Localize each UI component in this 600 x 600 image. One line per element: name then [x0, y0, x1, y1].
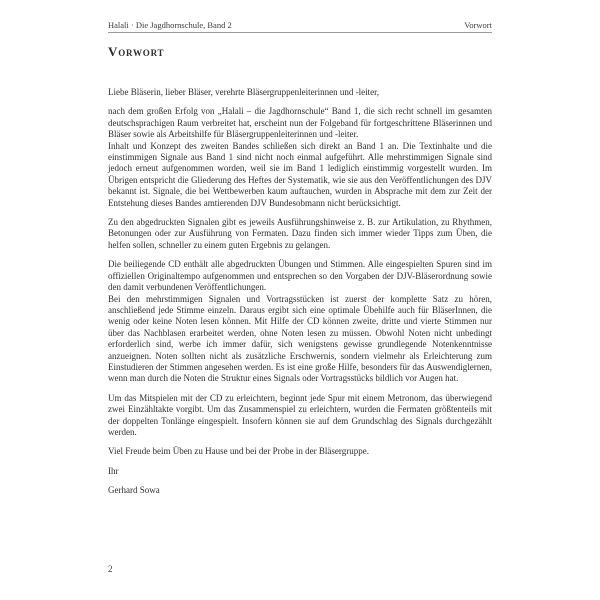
paragraph: Die beiliegende CD enthält alle abgedruckten Übungen und Stimmen. Alle eingespielten Spuren sind im offiziellen Originaltempo aufgenommen und entsprechen so den Vorgaben der DJV-Bläserordnung sowie den damit verbundenen Veröffentlichungen. [108, 259, 492, 293]
text-block [108, 20, 492, 497]
author-name: Gerhard Sowa [108, 485, 160, 496]
closing-line: Viel Freude beim Üben zu Hause und bei der Probe in der Bläsergruppe. [108, 446, 369, 457]
running-header [108, 20, 492, 33]
signoff: Ihr [108, 465, 119, 476]
running-header-chapter: Vorwort [464, 20, 492, 30]
salutation-line: Liebe Bläserin, lieber Bläser, verehrte Bläsergruppenleiterinnen und -leiter, [108, 87, 380, 97]
page-number: 2 [108, 564, 113, 574]
paragraph: Um das Mitspielen mit der CD zu erleichtern, beginnt jede Spur mit einem Metronom, das überwiegend zwei Einzähltakte vorgibt. Um das Zusammenspiel zu erleichtern, wurden die Fermaten größtenteils mit der doppelten Tonlänge eingespielt. Insofern können sie auf dem Grundschlag des Signals durchgezählt werden. [108, 392, 492, 437]
page-title: Vorwort [108, 44, 165, 59]
paragraph: Bei den mehrstimmigen Signalen und Vortragsstücken ist zuerst der komplette Satz zu hören, anschließend jede Stimme einzeln. Daraus ergibt sich eine optimale Übehilfe auch für BläserInnen, die wenig oder keine Noten lesen können. Mit Hilfe der CD können zweite, dritte und vierte Stimmen nur über das Nachblasen erarbeitet werden, ohne Noten lesen zu müssen. Obwohl Noten nicht unbedingt erforderlich sind, werbe ich immer dafür, sich wenigstens gewisse grundlegende Notenkenntnisse anzueignen. Noten sollten nicht als zusätzliche Erschwernis, sondern vielmehr als Erleichterung zum Einstudieren der Stimmen angesehen werden. Es ist eine große Hilfe, besonders für das Auswendiglernen, wenn man durch die Noten die Struktur eines Signals oder Vortragsstücks bildlich vor Augen hat. [108, 293, 492, 384]
paragraph: Inhalt und Konzept des zweiten Bandes schließen sich direkt an Band 1 an. Die Textinhalte und die einstimmigen Signale aus Band 1 sind nicht noch einmal aufgeführt. Alle mehrstimmigen Signale sind jedoch erneut aufgenommen worden, weil sie im Band 1 lediglich einstimmig vorgestellt wurden. Im Übrigen entspricht die Gliederung des Heftes der Systematik, wie sie aus den Veröffentlichungen des DJV bekannt ist. Signale, die bei Wettbewerben kaum auftauchen, wurden in Absprache mit dem zur Zeit der Entstehung dieses Bandes amtierenden DJV Bundesobmann nicht berücksichtigt. [108, 140, 492, 208]
paragraph: Zu den abgedruckten Signalen gibt es jeweils Ausführungshinweise z. B. zur Artikulation, zu Rhythmen, Betonungen oder zur Ausführung von Fermaten. Dazu finden sich immer wieder Tipps zum Üben, die helfen sollen, schneller zu einem guten Ergebnis zu gelangen. [108, 217, 492, 250]
paragraph: nach dem großen Erfolg von „Halali – die Jagdhornschule“ Band 1, die sich recht schnell im gesamten deutschsprachigen Raum verbreitet hat, erscheint nun der Folgeband für fortgeschrittene Bläserinnen und Bläser sowie als Arbeitshilfe für Bläsergruppenleiterinnen und -leiter. [108, 106, 492, 140]
running-header-book-title: Halali · Die Jagdhornschule, Band 2 [108, 20, 232, 30]
